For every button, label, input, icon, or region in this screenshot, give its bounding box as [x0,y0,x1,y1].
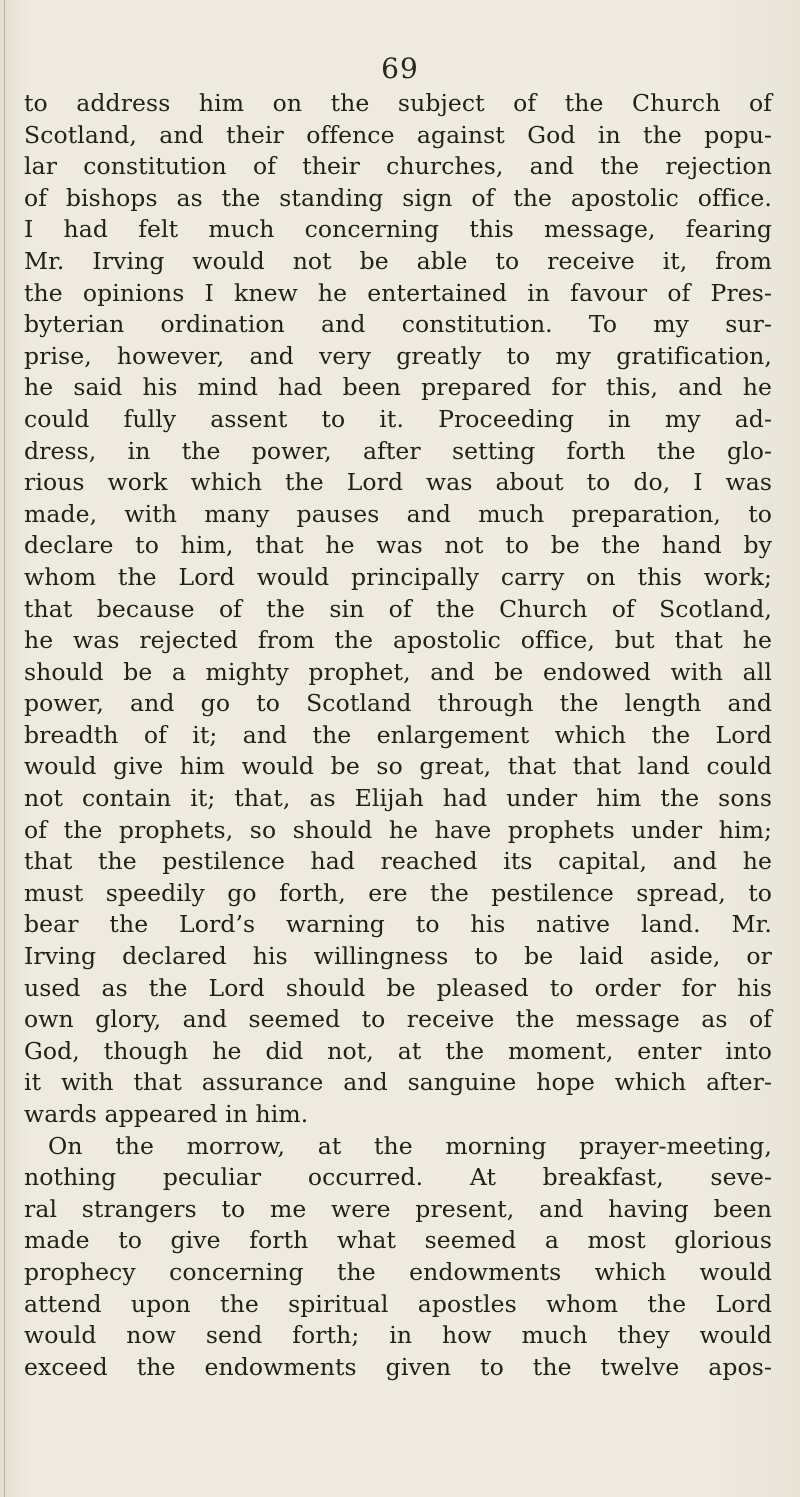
text-line: the opinions I knew he entertained in favour of Pres- [24,278,772,307]
body-text [24,88,772,1383]
text-line: ral strangers to me were present, and having been [24,1194,772,1223]
text-line: exceed the endowments given to the twelve apos- [24,1352,772,1381]
text-line: that because of the sin of the Church of Scotland, [24,594,772,623]
text-line: prise, however, and very greatly to my gratification, [24,341,772,370]
paragraph-start-line: On the morrow, at the morning prayer-meeting, [48,1131,772,1160]
text-line: he said his mind had been prepared for this, and he [24,373,772,402]
text-line: Irving declared his willingness to be laid aside, or [24,942,772,971]
text-line: to address him on the subject of the Church of [24,89,772,117]
text-line: own glory, and seemed to receive the message as of [24,1005,772,1034]
text-line: breadth of it; and the enlargement which the Lord [24,720,772,749]
text-line: made, with many pauses and much preparation, to [24,499,772,528]
text-line: must speedily go forth, ere the pestilence spread, to [24,878,772,907]
text-line: made to give forth what seemed a most glorious [24,1226,772,1255]
text-line: power, and go to Scotland through the length and [24,689,772,718]
page-number: 69 [381,52,419,85]
text-line: used as the Lord should be pleased to order for his [24,973,772,1002]
text-line: declare to him, that he was not to be the hand by [24,531,772,560]
text-line: he was rejected from the apostolic office, but that he [24,626,772,655]
text-line: bear the Lord’s warning to his native land. Mr. [24,910,772,939]
text-line: God, though he did not, at the moment, enter into [24,1036,772,1065]
text-line: lar constitution of their churches, and the rejection [24,152,772,181]
paragraph-end-line: wards appeared in him. [24,1100,309,1128]
text-line: attend upon the spiritual apostles whom the Lord [24,1289,772,1318]
text-line: dress, in the power, after setting forth the glo- [24,436,772,465]
text-line: rious work which the Lord was about to do, I was [24,468,772,497]
text-line: of the prophets, so should he have prophets under him; [24,815,772,844]
text-line: that the pestilence had reached its capital, and he [24,847,772,876]
text-line: would give him would be so great, that that land could [24,752,772,781]
text-line: of bishops as the standing sign of the apostolic office. [24,183,772,212]
text-line: could fully assent to it. Proceeding in my ad- [24,404,772,433]
page-gutter-edge [4,0,5,1497]
text-line: Scotland, and their offence against God in the popu- [24,120,772,149]
text-line: should be a mighty prophet, and be endowed with all [24,657,772,686]
text-line: it with that assurance and sanguine hope which after- [24,1068,772,1097]
text-line: nothing peculiar occurred. At breakfast, seve- [24,1163,772,1192]
text-line: Mr. Irving would not be able to receive it, from [24,246,772,275]
text-line: would now send forth; in how much they would [24,1321,772,1350]
text-line: I had felt much concerning this message, fearing [24,215,772,244]
text-line: not contain it; that, as Elijah had under him the sons [24,784,772,813]
text-line: whom the Lord would principally carry on this work; [24,562,772,591]
text-line: byterian ordination and constitution. To my sur- [24,310,772,339]
text-line: prophecy concerning the endowments which would [24,1257,772,1286]
